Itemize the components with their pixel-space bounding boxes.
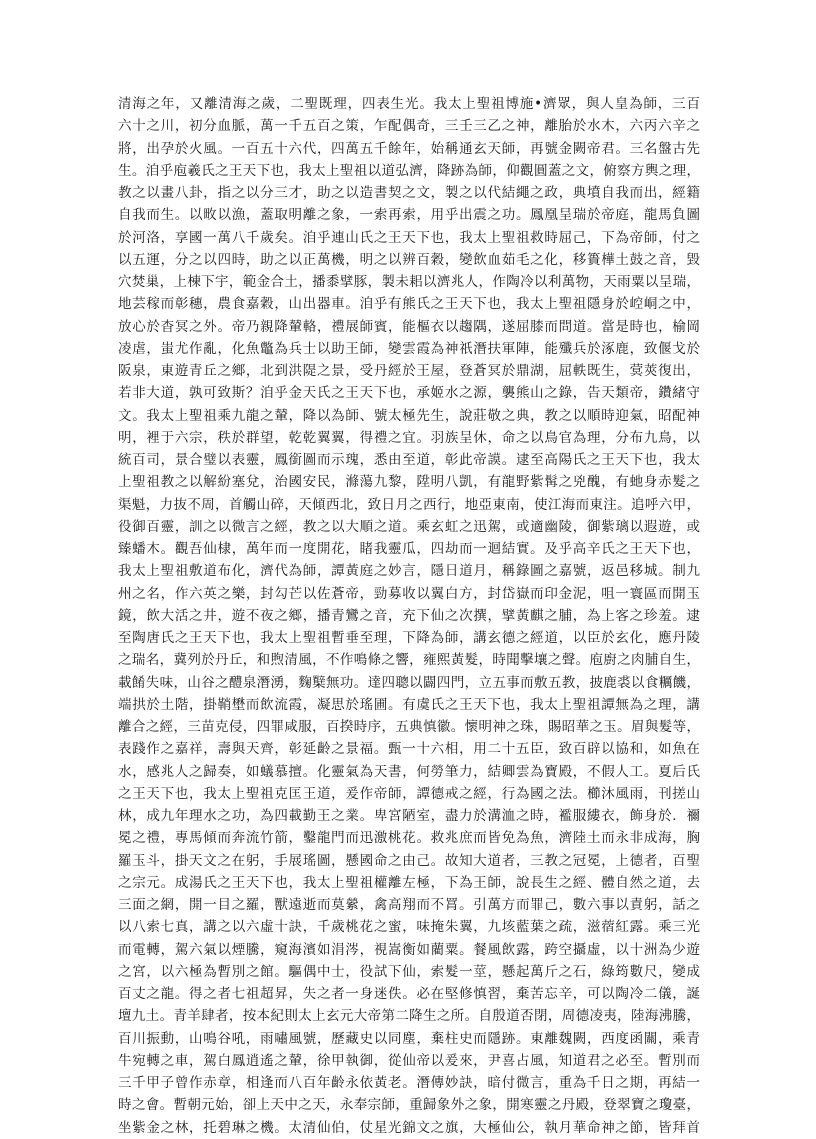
text-line: 端拱於土階，掛鞘壄而飲流霞，凝思於瑤圃。有虞氏之王天下也，我太上聖祖譚無為之理，講 [118,696,700,713]
text-line: 羅玉斗，掛天文之在躬，手展瑤圖，懸國命之由己。故知大道者，三教之冠冕，上德者，百聖 [118,852,700,869]
text-line: 之瑞名，冀列於丹丘，和煦清風，不作鳴條之響，雍熙黃髮，時聞擊壤之聲。庖廚之肉脯自生， [118,652,700,669]
text-line: 百丈之龍。得之者七祖超昇，失之者一身迷佚。必在堅修慎習，棄苦忘辛，可以陶冷二儀，誕 [118,986,700,1002]
text-line: 渠魁，力抜不周，首觸山碎，天傾西北，致日月之西行，地亞東南，使江海而東注。追呼六甲， [118,496,700,513]
text-line: 於河洛，享國一萬八千歲矣。洎乎連山氏之王天下也，我太上聖祖救時屈己，下為帝師，付之 [118,229,700,246]
text-line: 鏡，飲大活之井，遊不夜之鄉，播青鸞之音，充下仙之次撰，擘黃麒之脯，為上客之珍羞。逮 [118,607,700,624]
text-line: 凌虐，蚩尤作亂，化魚鼈為兵士以助王師，變雲霞為神祇潛扶軍陣，能殲兵於涿鹿，致偃戈於 [118,340,700,357]
text-line: 自我而生。以畋以漁，蓋取明離之象，一索再索，用乎出震之功。鳳凰呈瑞於帝庭，龍馬負圖 [118,207,700,224]
text-line: 林，成九年理水之功，為四載勤王之業。卑宮陋室，盡力於溝洫之時，襤服縷衣，飾身於．禰 [118,808,700,824]
text-line: 六十之川，初分血脈，萬一千五百之策，乍配偶奇，三壬三乙之神，離胎於水木，六丙六辛之 [118,118,700,135]
text-line: 清海之年，又離清海之歲，二聖既理，四表生光。我太上聖祖博施•濟眾，與人皇為師，三百 [118,96,700,112]
text-line: 時之會。暫朝元始，卻上天中之天，永奉宗師，重歸象外之象，開寒靈之丹殿，登翠寶之瓊臺， [118,1097,700,1114]
text-line: 三面之網，開一目之羅，獸遠逝而莫縈，禽高翔而不罥。引萬方而罪己，數六事以責躬，話之 [118,897,700,913]
text-line: 至陶唐氏之王天下也，我太上聖祖暫垂至理，下降為師，講玄德之經道，以臣於玄化，應丹陵 [118,630,700,646]
text-line: 而電轉，駕六氣以煙騰，窺海濱如涓涔，視嵩衡如藺粟。餐風飲露，跨空攝虛，以十洲為少遊 [118,941,700,958]
text-line: 水，感兆人之歸奏，如蟻慕擅。化靈氣為天書，何勞筆力，結卿雲為寶殿，不假人工。夏后氏 [118,763,700,780]
text-line: 上聖祖教之以解紛塞兌，治國安民，滌蕩九黎，陞明八凱，有龍野紫髯之兇醜，有虵身赤髮之 [118,474,700,491]
text-line: 明，裡于六宗，秩於群望，乾乾翼翼，得禮之宜。羽族呈休，命之以鳥官為理，分布九鳥，以 [118,429,700,446]
text-line: 以五運，分之以四時，助之以正萬機，明之以辨百穀，變飲血茹毛之化，移簣樺土鼓之音，毀 [118,251,700,268]
text-line: 之宮，以六極為暫別之館。驅偶中士，役試下仙，索髮一莖，懸起萬斤之石，綠筠數尺，變成 [118,963,700,980]
text-line: 穴焚巢，上棟下宇，範金合土，播黍擘豚，製未耜以濟兆人，作陶冷以利萬物，天雨粟以呈瑞， [118,274,700,290]
text-line: 州之名，作六英之樂，封勾芒以佐蒼帝，勁募收以翼白方，封岱嶽而印金泥，咀一寰區而開玉 [118,585,700,602]
text-line: 教之以畫八卦，指之以分三才，助之以造書契之文，製之以代結繩之政，典墳自我而出，經籍 [118,185,700,201]
text-line: 臻蟠木。觀吾仙棣，萬年而一度開花，睹我靈瓜，四劫而一迴結實。及乎高辛氏之王天下也， [118,541,700,557]
text-line: 載餚失味，山谷之醴泉潛湧，麴櫱無功。達四聰以闢四門，立五事而敷五教，披鹿裘以食糲饑， [118,674,700,691]
text-line: 將，出孕於火風。一百五十六代，四萬五千餘年，始稱通玄天師，再號金闕帝君。三名盤古先 [118,140,700,157]
document-page [118,93,700,1139]
text-line: 若非大道，孰可致斯？洎乎金天氏之王天下也，承姬水之源，襲熊山之錄，告天類帝，鑽緒守 [118,385,700,402]
text-line: 統百司，景合璧以表靈，鳳銜圖而示瑰，悉由至道，彰此帝謨。逮至高陽氏之王天下也，我太 [118,452,700,468]
text-line: 牛宛轉之車，駕白鳳逍遙之輦，徐甲執御，從仙帝以爰來，尹喜占風，知道君之必至。暫別而 [118,1052,700,1069]
text-line: 以八索七真，講之以六虛十訣，千歲桃花之蜜，味掩朱翼，九垓藍葉之疏，滋蓿紅露。乘三光 [118,919,700,936]
text-line: 百川振動，山鳴谷吼，雨嘯風號，歷藏史以同塵，棄柱史而隱跡。東離魏闕，西度函關，乘青 [118,1030,700,1047]
text-line: 地芸稼而彰穗，農食嘉穀，山出器車。洎乎有熊氏之王天下也，我太上聖祖隱身於崆峒之中， [118,296,700,313]
text-line: 表踐作之嘉祥，壽與天齊，彰延齡之景福。甄一十六相，用二十五臣，致百辟以協和，如魚在 [118,741,700,758]
text-line: 役御百靈，訓之以微言之經，教之以大順之道。乘玄虹之迅駕，或適幽陵，御紫璃以遐遊，或 [118,518,700,535]
text-line: 之王天下也，我太上聖祖克匡王道，爰作帝師，譚德戒之經，行為國之法。櫛沐風雨，刊搓山 [118,785,700,802]
text-line: 離合之經，三苗克侵，四罪咸服，百揆時序，五典慎徽。懷明神之珠，賜昭華之玉。眉與髮等， [118,719,700,735]
text-line: 壇九土。青羊肆者，按本紀則太上玄元大帝第二降生之所。自殷道否閉，周德凌夷，陸海沸騰， [118,1008,700,1025]
text-line: 冕之禮，專馬傾而奔流竹箭，鑿龍門而迅激桃花。救兆庶而皆免為魚，濟陸土而永非成海，胸 [118,830,700,847]
text-line: 之宗元。成湯氏之王天下也，我太上聖祖權離左極，下為王師，說長生之經、體自然之道，去 [118,874,700,891]
text-line: 放心於杳冥之外。帝乃親降輦輅，禮展師賓，能樞衣以趨隅，遂屈膝而問道。當是時也，榆岡 [118,318,700,335]
text-line: 生。洎乎庖羲氏之王天下也，我太上聖祖以道弘濟，降跡為師，仰觀圓蓋之文，俯察方輿之理， [118,162,700,179]
text-line: 三千甲子曾作赤章，相逢而八百年齡永依黃老。潛傳妙訣，暗付微言，重為千日之期，再結一 [118,1075,700,1091]
text-line: 我太上聖祖敷道布化，濟代為師，譚黃庭之妙言，隱日道月，稱錄圖之嘉號，返邑移城。制九 [118,563,700,580]
text-line: 文。我太上聖祖乘九龍之輦，降以為師、號太極先生，說莊敬之典，教之以順時迎氣，昭配神 [118,407,700,424]
text-line: 坐紫金之林，托碧琳之機。太清仙伯，仗星光錦文之旗，大極仙公，執月華命神之節，皆拜首 [118,1119,700,1136]
text-line: 阪泉，東遊青丘之鄉，北到洪隄之景，受丹經於王屋，登蒼冥於鼎湖，屈軼既生，蓂莢復出， [118,363,700,379]
